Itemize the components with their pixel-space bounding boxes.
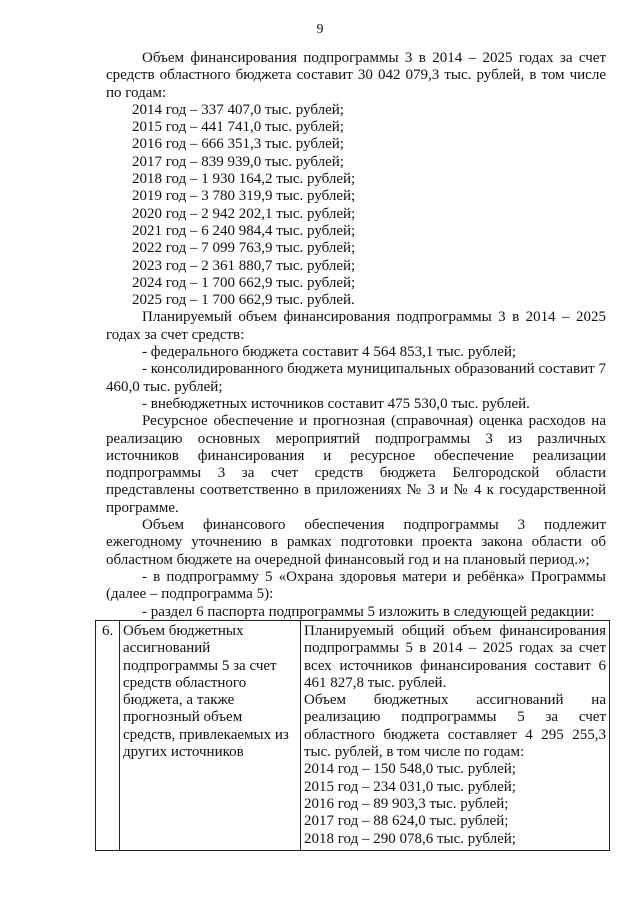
- regional-budget-text: Объем бюджетных ассигнований на реализацию подпрограммы 5 за счет областного бюджета составляет 4 295 255,3 тыс. рублей, в том числе по годам:: [304, 692, 606, 761]
- list-item: 2021 год – 6 240 984,4 тыс. рублей;: [132, 222, 356, 239]
- list-item: 2019 год – 3 780 319,9 тыс. рублей;: [132, 188, 356, 205]
- list-item: 2015 год – 234 031,0 тыс. рублей;: [304, 778, 516, 795]
- row-label: Объем бюджетных ассигнований подпрограммы 5 за счет средств областного бюджета, а также прогнозный объем средств, привлекаемых из других источников: [120, 621, 301, 851]
- section6-paragraph: - раздел 6 паспорта подпрограммы 5 изложить в следующей редакции:: [142, 603, 595, 620]
- table-row: [96, 621, 610, 851]
- list-item: 2014 год – 337 407,0 тыс. рублей;: [132, 101, 344, 118]
- list-item: 2016 год – 666 351,3 тыс. рублей;: [132, 136, 344, 153]
- page-number: 9: [316, 22, 324, 37]
- list-item: 2017 год – 88 624,0 тыс. рублей;: [304, 813, 509, 830]
- list-item: 2022 год – 7 099 763,9 тыс. рублей;: [132, 240, 356, 257]
- sub3-financing-intro: Объем финансирования подпрограммы 3 в 2014 – 2025 годах за счет средств областного бюджета составит 30 042 079,3 тыс. рублей, в том числе по годам:: [106, 50, 606, 101]
- list-item: 2015 год – 441 741,0 тыс. рублей;: [132, 119, 344, 136]
- source-municipal: - консолидированного бюджета муниципальных образований составит 7 460,0 тыс. рублей;: [106, 361, 606, 395]
- list-item: 2020 год – 2 942 202,1 тыс. рублей;: [132, 205, 356, 222]
- row-value: [301, 621, 610, 851]
- list-item: 2025 год – 1 700 662,9 тыс. рублей.: [132, 292, 355, 309]
- list-item: 2017 год – 839 939,0 тыс. рублей;: [132, 153, 344, 170]
- list-item: 2018 год – 1 930 164,2 тыс. рублей;: [132, 171, 356, 188]
- planned-financing-intro: Планируемый объем финансирования подпрограммы 3 в 2014 – 2025 годах за счет средств:: [106, 309, 606, 343]
- planned-total-text: Планируемый общий объем финансирования подпрограммы 5 в 2014 – 2025 годах за счет всех источников финансирования составит 6 461 827,8 тыс. рублей.: [304, 623, 606, 691]
- row-number: 6.: [96, 621, 120, 851]
- list-item: 2018 год – 290 078,6 тыс. рублей;: [304, 830, 516, 847]
- document-body: [106, 50, 606, 621]
- source-federal: - федерального бюджета составит 4 564 853,1 тыс. рублей;: [142, 344, 517, 361]
- passport-table: [95, 620, 610, 851]
- sub3-years-list: [106, 102, 606, 310]
- resource-paragraph: Ресурсное обеспечение и прогнозная (справочная) оценка расходов на реализацию основных мероприятий подпрограммы 3 из различных источников финансирования и ресурсное обеспечение реализации подпрограммы 3 за счет средств бюджета Белгородской области представлены соответственно в приложениях № 3 и № 4 к государственной программе.: [106, 413, 606, 516]
- list-item: 2023 год – 2 361 880,7 тыс. рублей;: [132, 257, 356, 274]
- list-item: 2024 год – 1 700 662,9 тыс. рублей;: [132, 274, 356, 291]
- list-item: 2014 год – 150 548,0 тыс. рублей;: [304, 761, 516, 778]
- source-extrabudgetary: - внебюджетных источников составит 475 530,0 тыс. рублей.: [142, 395, 530, 412]
- clarification-paragraph: Объем финансового обеспечения подпрограммы 3 подлежит ежегодному уточнению в рамках подготовки проекта закона области об областном бюджете на очередной финансовый год и на плановый период.»;: [106, 517, 606, 568]
- subprogram5-paragraph: - в подпрограмму 5 «Охрана здоровья матери и ребёнка» Программы (далее – подпрограмма 5):: [106, 568, 606, 603]
- list-item: 2016 год – 89 903,3 тыс. рублей;: [304, 795, 509, 812]
